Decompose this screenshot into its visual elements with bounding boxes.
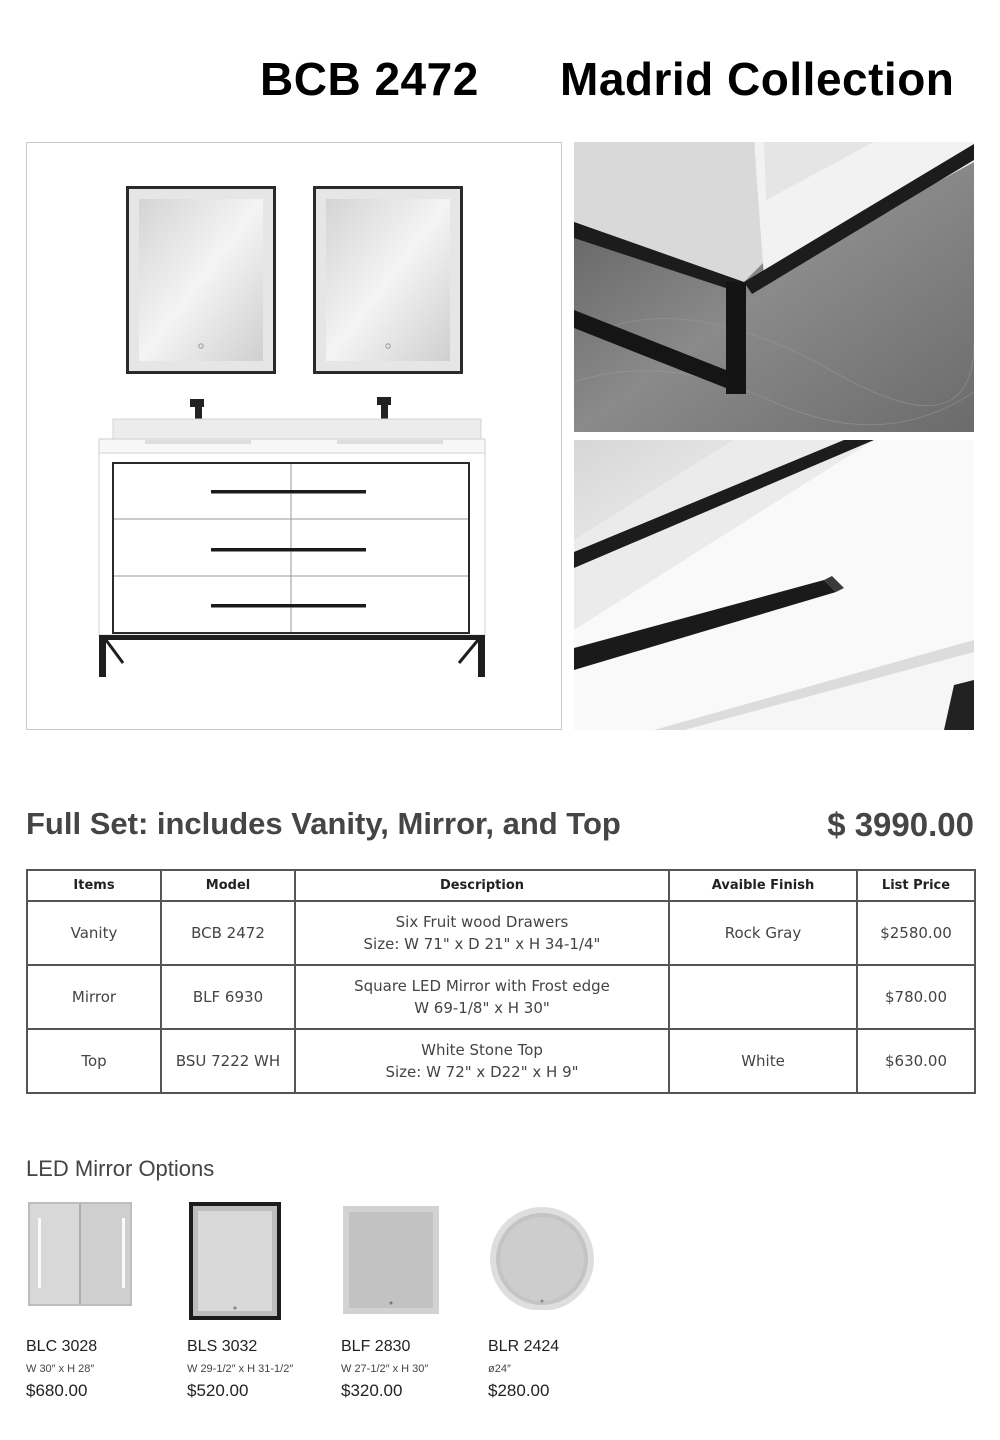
full-set-heading: Full Set: includes Vanity, Mirror, and Top [26, 806, 621, 841]
table-row [27, 901, 975, 965]
table-header-row [27, 870, 975, 901]
mirror-option-price: $520.00 [187, 1381, 249, 1400]
mirror-option-card [488, 1200, 598, 1400]
cell-finish: White [669, 1029, 857, 1093]
cell-finish [669, 965, 857, 1029]
mirror-option-code: BLS 3032 [187, 1338, 258, 1355]
description-line: White Stone Top [421, 1041, 543, 1059]
cell-item: Top [27, 1029, 161, 1093]
table-row [27, 1029, 975, 1093]
mirror-option-price: $320.00 [341, 1381, 403, 1400]
detail-photo-leg [574, 142, 974, 432]
cell-finish: Rock Gray [669, 901, 857, 965]
full-set-price: $ 3990.00 [827, 806, 974, 843]
detail-photo-handle [574, 440, 974, 730]
model-title: BCB 2472 [260, 53, 479, 105]
header-list-price: List Price [857, 870, 975, 901]
mirror-option-dims: W 27-1/2″ x H 30″ [341, 1363, 429, 1375]
cell-description [295, 901, 669, 965]
mirror-option-dims: ø24″ [488, 1363, 511, 1375]
frosted-mirror-image [341, 1200, 441, 1323]
header-model: Model [161, 870, 295, 901]
mirror-option-card [26, 1200, 134, 1400]
cell-price: $780.00 [857, 965, 975, 1029]
description-size: W 69-1/8" x H 30" [414, 999, 550, 1017]
led-mirror-options-heading: LED Mirror Options [26, 1156, 215, 1181]
description-line: Square LED Mirror with Frost edge [354, 977, 610, 995]
description-size: Size: W 72" x D22" x H 9" [385, 1063, 579, 1081]
framed-mirror-image [187, 1200, 283, 1329]
cell-price: $630.00 [857, 1029, 975, 1093]
collection-title: Madrid Collection [560, 53, 955, 105]
mirror-option-price: $280.00 [488, 1381, 550, 1400]
mirror-cabinet-image [26, 1200, 134, 1313]
header-description: Description [295, 870, 669, 901]
header-items: Items [27, 870, 161, 901]
mirror-option-price: $680.00 [26, 1381, 88, 1400]
cell-description [295, 965, 669, 1029]
spec-table [26, 869, 976, 1094]
cell-model: BCB 2472 [161, 901, 295, 965]
cell-description [295, 1029, 669, 1093]
mirror-option-code: BLC 3028 [26, 1338, 98, 1355]
header-finish: Avaible Finish [669, 870, 857, 901]
mirror-option-card [341, 1200, 441, 1400]
mirror-option-code: BLR 2424 [488, 1338, 560, 1355]
vanity-product-image [26, 142, 562, 730]
round-mirror-image [488, 1200, 598, 1315]
description-size: Size: W 71" x D 21" x H 34-1/4" [363, 935, 601, 953]
mirror-option-card [187, 1200, 294, 1400]
cell-item: Vanity [27, 901, 161, 965]
cell-item: Mirror [27, 965, 161, 1029]
right-mirror-graphic [313, 186, 463, 374]
cell-price: $2580.00 [857, 901, 975, 965]
cell-model: BLF 6930 [161, 965, 295, 1029]
left-mirror-graphic [126, 186, 276, 374]
mirror-option-dims: W 29-1/2″ x H 31-1/2″ [187, 1363, 294, 1375]
description-line: Six Fruit wood Drawers [395, 913, 569, 931]
cell-model: BSU 7222 WH [161, 1029, 295, 1093]
mirror-option-code: BLF 2830 [341, 1338, 411, 1355]
mirror-option-dims: W 30″ x H 28″ [26, 1363, 95, 1375]
table-row [27, 965, 975, 1029]
